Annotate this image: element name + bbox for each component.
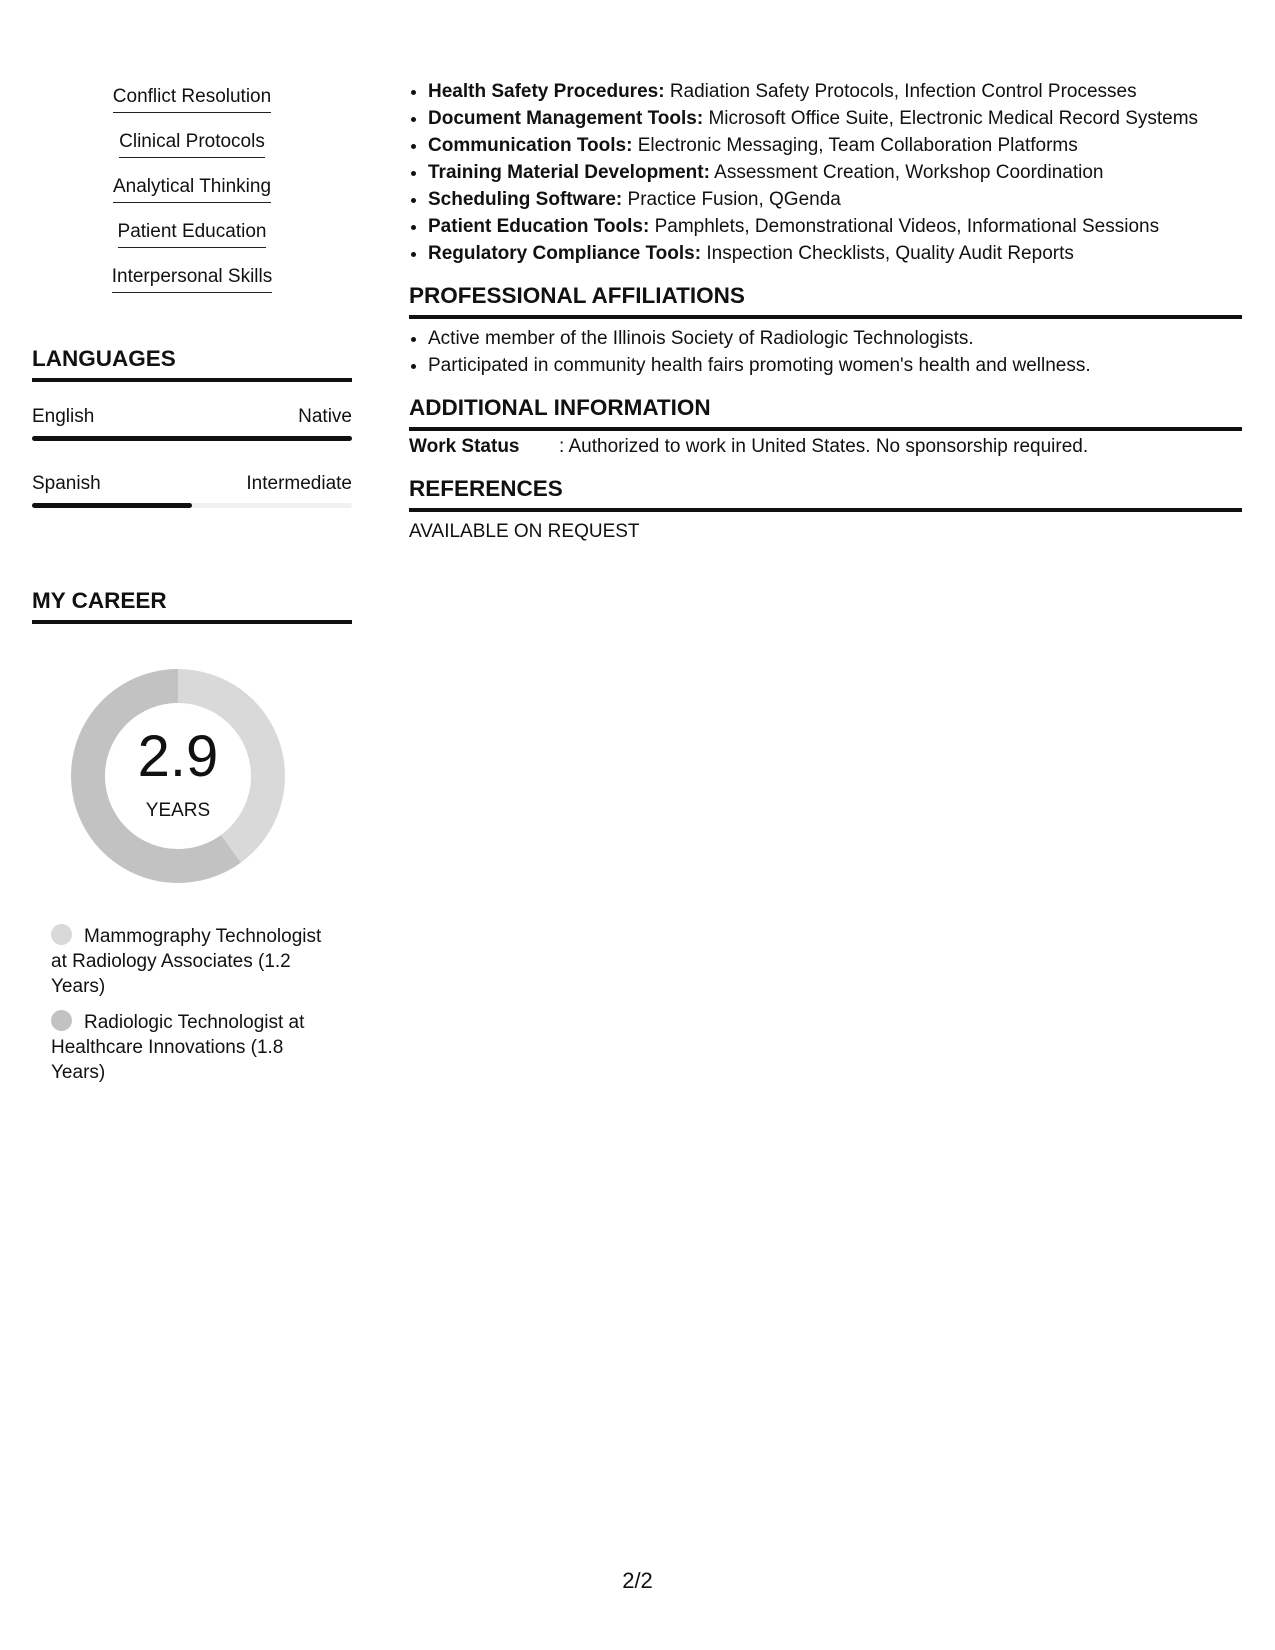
- languages-title: LANGUAGES: [32, 346, 352, 382]
- tool-label: Scheduling Software:: [428, 189, 623, 210]
- language-bar: [32, 436, 352, 441]
- list-item: [428, 159, 1198, 186]
- references-text: AVAILABLE ON REQUEST: [409, 521, 640, 542]
- tool-label: Health Safety Procedures:: [428, 81, 665, 102]
- tool-value: Radiation Safety Protocols, Infection Control Processes: [669, 81, 1137, 102]
- list-item: • Active member of the Illinois Society of Radiologic Technologists.: [428, 325, 1091, 352]
- tool-value: Microsoft Office Suite, Electronic Medical Record Systems: [708, 108, 1199, 129]
- language-level: Native: [298, 406, 352, 427]
- list-item: [428, 213, 1198, 240]
- languages-section: [32, 346, 352, 508]
- tool-label: Patient Education Tools:: [428, 216, 650, 237]
- legend-dot: [51, 924, 72, 945]
- tool-value: Practice Fusion, QGenda: [627, 189, 841, 210]
- skill-label: Interpersonal Skills: [112, 266, 273, 293]
- legend-dot: [51, 1010, 72, 1031]
- legend-item: [51, 924, 341, 999]
- skill-chip: [32, 221, 352, 266]
- list-item: [428, 186, 1198, 213]
- career-title: MY CAREER: [32, 588, 352, 624]
- list-item: • Participated in community health fairs promoting women's health and wellness.: [428, 352, 1091, 379]
- skill-label: Clinical Protocols: [119, 131, 265, 158]
- affiliations-list: [409, 325, 1091, 379]
- work-status-label: Work Status: [409, 436, 520, 457]
- legend-label: Radiologic Technologist at Healthcare Innovations (1.8 Years): [51, 1012, 305, 1083]
- skill-label: Analytical Thinking: [113, 176, 271, 203]
- skill-label: Patient Education: [118, 221, 267, 248]
- legend-label: Mammography Technologist at Radiology Associates (1.2 Years): [51, 926, 322, 997]
- tool-label: Communication Tools:: [428, 135, 633, 156]
- list-item: [428, 132, 1198, 159]
- legend-item: [51, 1010, 341, 1085]
- language-item: [32, 406, 352, 441]
- work-status: [409, 436, 1088, 458]
- tool-label: Training Material Development:: [428, 162, 710, 183]
- language-name: Spanish: [32, 473, 101, 494]
- language-name: English: [32, 406, 95, 427]
- language-level: Intermediate: [246, 473, 352, 494]
- list-item: [428, 240, 1198, 267]
- career-total: 2.9: [137, 724, 219, 789]
- language-bar-fill: [32, 503, 192, 508]
- additional-title: ADDITIONAL INFORMATION: [409, 395, 1242, 431]
- skill-chip: [32, 176, 352, 221]
- language-bar-fill: [32, 436, 352, 441]
- list-item: [428, 105, 1198, 132]
- tool-value: Assessment Creation, Workshop Coordination: [714, 162, 1104, 183]
- references-title: REFERENCES: [409, 476, 1242, 512]
- affiliations-title: PROFESSIONAL AFFILIATIONS: [409, 283, 1242, 319]
- skill-label: Conflict Resolution: [113, 86, 271, 113]
- language-bar: [32, 503, 352, 508]
- tool-label: Document Management Tools:: [428, 108, 704, 129]
- career-donut: [66, 664, 290, 888]
- skills-list: [32, 86, 352, 311]
- tool-label: Regulatory Compliance Tools:: [428, 243, 702, 264]
- language-item: [32, 473, 352, 508]
- skill-chip: [32, 266, 352, 311]
- work-status-value: : Authorized to work in United States. No sponsorship required.: [559, 436, 1089, 457]
- list-item: [428, 78, 1198, 105]
- career-section: [32, 588, 352, 624]
- tool-value: Pamphlets, Demonstrational Videos, Informational Sessions: [654, 216, 1160, 237]
- tool-value: Electronic Messaging, Team Collaboration Platforms: [637, 135, 1078, 156]
- skill-chip: [32, 131, 352, 176]
- tools-list: [409, 78, 1198, 267]
- career-legend: [51, 924, 341, 1096]
- career-unit: YEARS: [145, 800, 211, 821]
- skill-chip: [32, 86, 352, 131]
- tool-value: Inspection Checklists, Quality Audit Reports: [706, 243, 1074, 264]
- page-number: 2/2: [622, 1568, 653, 1593]
